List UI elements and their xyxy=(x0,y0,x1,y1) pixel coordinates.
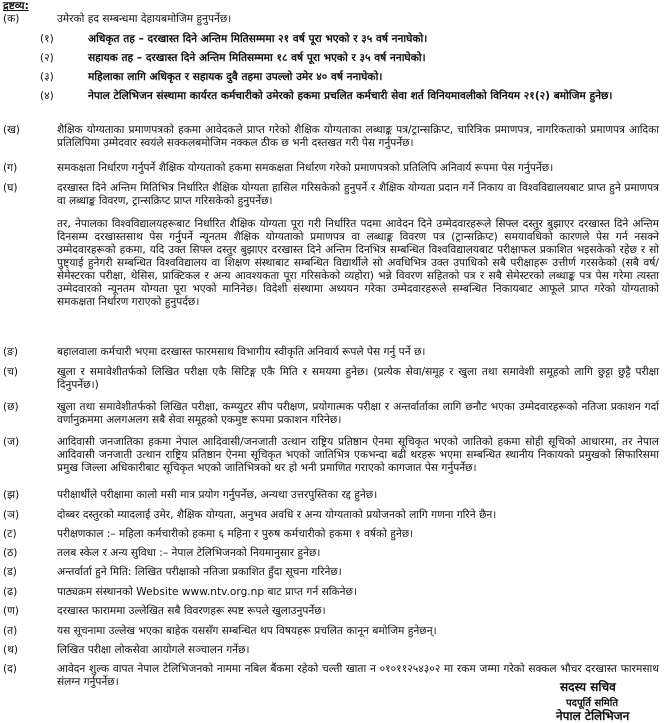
item-text: खुला तथा समावेशीतर्फको लिखित परीक्षा, कम्प्युटर सीप परीक्षण, प्रयोगात्मक परीक्षा र अन्तर्वार्ताका लागि छनौट भएका उम्मेदवारहरूको नतिजा प्रकाशन गर्दा वर्णानुक्रममा अलगअलग सबै सेवा समूहको एकमुष्ट रूपमा प्रकाशन गरिनेछ। xyxy=(57,401,659,426)
item-label: (च) xyxy=(3,366,18,378)
item-text: तर, नेपालका विश्वविद्यालयहरूबाट निर्धारित शैक्षिक योग्यता पूरा गरी निर्धारित पदमा आवेदन दिने उम्मेदवारहरूले सिफ्ल दस्तुर बुझाएर दरखास्त दिने अन्तिम दिनसम्म दरखास्तसाथ पेस गर्नुपर्ने न्यूनतम शैक्षिक योग्यताको प्रमाणपत्र वा लब्धाङ्क विवरण पत्र (ट्रान्सक्रिप्ट) समयावधिको कारणले पेस गर्न नसक्ने उम्मेदवारहरूको हकमा, यदि उक्त सिफ्ल दस्तुर बुझाएर दरखास्त दिने अन्तिम दिनभित्र सम्बन्धित विश्वविद्यालयबाट परीक्षाफल प्रकाशित भइसकेको रहेछ र सो पुष्ट्याई हुनेगरी सम्बन्धित विश्वविद्यालय वा शिक्षण संस्थाबाट सम्बन्धित विद्यार्थीले सो अवधिभित्र उक्त उपाधिको सबै परीक्षाहरू उत्तीर्ण गरसकेको (सबै वर्ष/सेमेस्टरका परीक्षा, थेसिस, प्राक्टिकल र अन्य आवश्यकता पूरा गरिसकेको व्यहोरा) भन्ने विवरण सहितको पत्र र सबै सेमेस्टरको लब्धाङ्क पत्र पेस गरेमा त्यस्ता उम्मेदवारको न्यूनतम योग्यता पूरा भएको मानिनेछ। विदेशी संस्थामा अध्ययन गरेका उम्मेदवारहरूले सम्बन्धित निकायबाट आफूले प्राप्त गरेको योग्यताको समकक्षता निर्धारण गराएको हुनुपर्दछ। xyxy=(57,218,659,308)
item-label: (झ) xyxy=(3,489,20,501)
item-label: (१) xyxy=(40,33,54,45)
signature-title: सदस्य सचिव xyxy=(560,680,616,694)
item-label: (४) xyxy=(40,90,54,102)
item-text: लिखित परीक्षा लोकसेवा आयोगले सञ्चालन गर्नेछ। xyxy=(57,644,250,656)
item-label: (ट) xyxy=(3,528,17,540)
item-label: (द) xyxy=(3,663,17,675)
item-label: (ढ) xyxy=(3,586,18,598)
signature-committee: पदपूर्ति समिति xyxy=(566,698,619,709)
signature-org: नेपाल टेलिभिजन xyxy=(556,709,630,723)
item-label: (थ) xyxy=(3,644,19,656)
item-label: (छ) xyxy=(3,401,19,413)
item-text: परीक्षार्थीले परीक्षामा कालो मसी मात्र प्रयोग गर्नुपर्नेछ, अन्यथा उत्तरपुस्तिका रद्द हुनेछ। xyxy=(57,489,378,501)
item-label: (ण) xyxy=(3,605,19,617)
item-text: शैक्षिक योग्यताका प्रमाणपत्रको हकमा आवेदकले प्राप्त गरेको शैक्षिक योग्यताका लब्धाङ्क पत्र/ट्रान्सक्रिप्ट, चारित्रिक प्रमाणपत्र, नागरिकताको प्रमाणपत्र आदिका प्रतिलिपिमा उम्मेदवार स्वयंले सक्कलबमोजिम नक्कल ठीक छ भनी दस्तखत गरी पेस गर्नुपर्नेछ। xyxy=(57,124,659,149)
item-text: नेपाल टेलिभिजन संस्थामा कार्यरत कर्मचारीको उमेरको हकमा प्रचलित कर्मचारी सेवा शर्त विनियमावलीको विनियम २१(२) बमोजिम हुनेछ। xyxy=(88,90,613,102)
item-text: महिलाका लागि अधिकृत र सहायक दुवै तहमा उपल्लो उमेर ४० वर्ष ननाघेको। xyxy=(88,71,383,83)
item-label: (ञ) xyxy=(3,509,20,521)
notes-heading: द्रष्टव्य: xyxy=(3,0,29,12)
item-label: (क) xyxy=(3,13,20,25)
item-text: आदिवासी जनजातिका हकमा नेपाल आदिवासी/जनजाती उत्थान राष्ट्रिय प्रतिष्ठान ऐनमा सूचिकृत भएको जातिको हकमा सोही सूचिको आधारमा, तर नेपाल आदिवासी जनजाती उत्थान राष्ट्रिय प्रतिष्ठान ऐनमा सूचिकृत भएको जातिभित्र एकभन्दा बढी थरहरू भएमा सम्बन्धित स्थानीय निकायको प्रमुखको सिफारिसमा प्रमुख जिल्ला अधिकारीबाट सूचिकृत भएको जातिभित्रको थर हो भनी प्रमाणित गराएको कागजात पेस गर्नुपर्नेछ। xyxy=(57,436,659,474)
item-text: दरखास्त दिने अन्तिम मितिभित्र निर्धारित शैक्षिक योग्यता हासिल गरिसकेको हुनुपर्ने र शैक्षिक योग्यता प्रदान गर्ने निकाय वा विश्वविद्यालयबाट प्राप्त हुने प्रमाणपत्र वा लब्धाङ्क विवरण, ट्रान्सक्रिप्ट प्राप्त गरिसकेको हुनुपर्नेछ। xyxy=(57,182,659,207)
item-label: (ठ) xyxy=(3,547,18,559)
item-label: (ङ) xyxy=(3,346,19,358)
item-label: (घ) xyxy=(3,182,18,194)
item-label: (२) xyxy=(40,52,54,64)
item-text: सहायक तह – दरखास्त दिने अन्तिम मितिसम्ममा १८ वर्ष पूरा भएको र ३५ वर्ष ननाघेको। xyxy=(88,52,426,64)
item-text: आवेदन शुल्क वापत नेपाल टेलिभिजनको नाममा नबिल बैंकमा रहेको चल्ती खाता न ०१०११२५४३०२ मा रकम जम्मा गरेको सक्कल भौचर दरखास्त फारमसाथ संलग्न गर्नुपर्नेछ। xyxy=(57,663,659,688)
item-text: दोब्बर दस्तुरको म्यादलाई उमेर, शैक्षिक योग्यता, अनुभव अवधि र अन्य योग्यताको प्रयोजनको लागि गणना गरिने छैन। xyxy=(57,509,497,521)
item-label: (३) xyxy=(40,71,54,83)
item-label: (ड) xyxy=(3,566,17,578)
item-text: अन्तर्वार्ता हुने मिति: लिखित परीक्षाको नतिजा प्रकाशित हुँदा सूचना गरिनेछ। xyxy=(57,566,342,578)
item-text: यस सूचनामा उल्लेख भएका बाहेक यससँग सम्बन्धित थप विषयहरू प्रचलित कानून बमोजिम हुनेछन्। xyxy=(57,625,437,637)
item-label: (ख) xyxy=(3,124,20,136)
item-text: दरखास्त फाराममा उल्लेखित सबै विवरणहरू स्पष्ट रूपले खुलाउनुपर्नेछ। xyxy=(57,605,326,617)
item-text: तलब स्केल र अन्य सुविधा :– नेपाल टेलिभिजनको नियमानुसार हुनेछ। xyxy=(57,547,321,559)
item-text: अधिकृत तह – दरखास्त दिने अन्तिम मितिसम्ममा २१ वर्ष पूरा भएको र ३५ वर्ष ननाघेको। xyxy=(88,33,428,45)
item-label: (त) xyxy=(3,625,18,637)
item-text: उमेरको हद सम्बन्धमा देहायबमोजिम हुनुपर्नेछ। xyxy=(57,13,232,25)
item-text: परीक्षणकाल :– महिला कर्मचारीको हकमा ६ महिना र पुरुष कर्मचारीको हकमा १ वर्षको हुनेछ। xyxy=(57,528,414,540)
item-text: पाठ्यक्रम संस्थानको Website www.ntv.org.np बाट प्राप्त गर्न सकिनेछ। xyxy=(57,586,357,598)
item-label: (ग) xyxy=(3,162,18,174)
item-label: (ज) xyxy=(3,436,20,448)
item-text: खुला र समावेशीतर्फको लिखित परीक्षा एकै सिटिङ्ग एकै मिति र समयमा हुनेछ। (प्रत्येक सेवा/समूह र खुला तथा समावेशी समूहको लागि छुट्टा छुट्टै परीक्षा दिनुपर्नेछ।) xyxy=(57,366,659,391)
item-text: बहालवाला कर्मचारी भएमा दरखास्त फारमसाथ विभागीय स्वीकृति अनिवार्य रूपले पेस गर्नु पर्ने छ। xyxy=(57,346,426,358)
item-text: समकक्षता निर्धारण गर्नुपर्ने शैक्षिक योग्यताको हकमा समकक्षता निर्धारण गरेको प्रमाणपत्रको प्रतिलिपि अनिवार्य रूपमा पेस गर्नुपर्नेछ। xyxy=(57,162,554,174)
